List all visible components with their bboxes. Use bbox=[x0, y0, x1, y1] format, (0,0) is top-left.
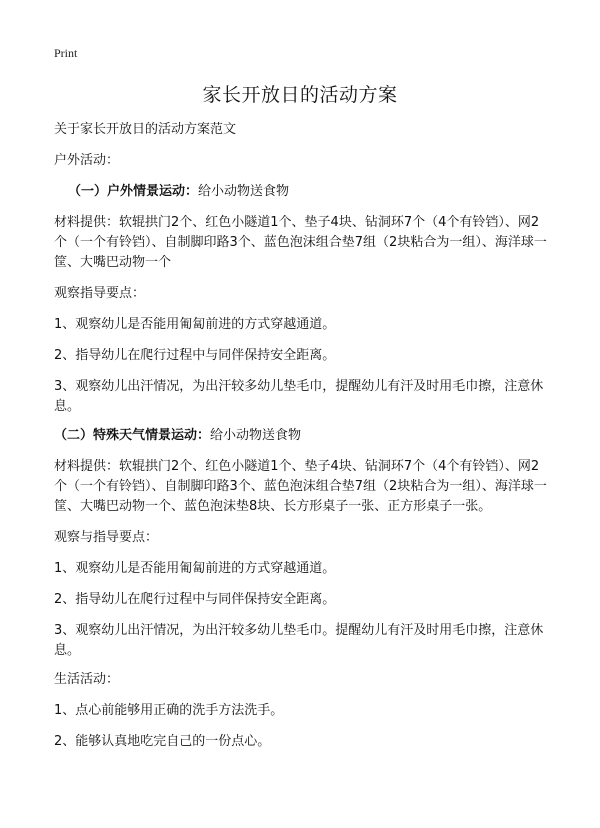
part2-point-3: 3、观察幼儿出汗情况，为出汗较多幼儿垫毛巾。提醒幼儿有汗及时用毛巾擦，注意休息。 bbox=[54, 623, 544, 658]
part1-guide-title: 观察指导要点： bbox=[54, 286, 146, 301]
section-outdoor-heading: 户外活动： bbox=[54, 153, 120, 168]
part2-materials: 材料提供：软辊拱门2个、红色小隧道1个、垫子4块、钻洞环7个（4个有铃铛）、网2个（一个有铃铛）、自制脚印路3个、蓝色泡沫组合垫7组（2块粘合为一组）、海洋球一筐、大嘴巴动物一个、蓝色泡沫垫8块、长方形桌子一张、正方形桌子一张。 bbox=[54, 459, 547, 514]
life-point-2: 2、能够认真地吃完自己的一份点心。 bbox=[54, 734, 271, 749]
part1-point-3: 3、观察幼儿出汗情况，为出汗较多幼儿垫毛巾，提醒幼儿有汗及时用毛巾擦，注意休息。 bbox=[54, 379, 544, 414]
part2-heading-bold: （二）特殊天气情景运动： bbox=[54, 428, 211, 443]
part2-point-2: 2、指导幼儿在爬行过程中与同伴保持安全距离。 bbox=[54, 592, 336, 607]
life-point-1: 1、点心前能够用正确的洗手方法洗手。 bbox=[54, 703, 284, 718]
part2-guide-title: 观察与指导要点： bbox=[54, 530, 159, 545]
document-body bbox=[54, 120, 548, 763]
print-label: Print bbox=[54, 46, 78, 60]
part1-heading-rest: 给小动物送食物 bbox=[198, 184, 290, 199]
subtitle: 关于家长开放日的活动方案范文 bbox=[54, 122, 237, 137]
part1-point-1: 1、观察幼儿是否能用匍匐前进的方式穿越通道。 bbox=[54, 317, 336, 332]
part1-materials: 材料提供：软辊拱门2个、红色小隧道1个、垫子4块、钻洞环7个（4个有铃铛）、网2个（一个有铃铛）、自制脚印路3个、蓝色泡沫组合垫7组（2块粘合为一组）、海洋球一筐、大嘴巴动物一个 bbox=[54, 215, 547, 270]
section-life-heading: 生活活动： bbox=[54, 672, 120, 687]
part1-point-2: 2、指导幼儿在爬行过程中与同伴保持安全距离。 bbox=[54, 348, 336, 363]
part1-heading bbox=[54, 182, 548, 202]
page-title: 家长开放日的活动方案 bbox=[202, 84, 398, 106]
part2-heading bbox=[54, 426, 548, 446]
part2-point-1: 1、观察幼儿是否能用匍匐前进的方式穿越通道。 bbox=[54, 561, 336, 576]
part1-heading-bold: （一）户外情景运动： bbox=[68, 184, 199, 199]
part2-heading-rest: 给小动物送食物 bbox=[210, 428, 302, 443]
